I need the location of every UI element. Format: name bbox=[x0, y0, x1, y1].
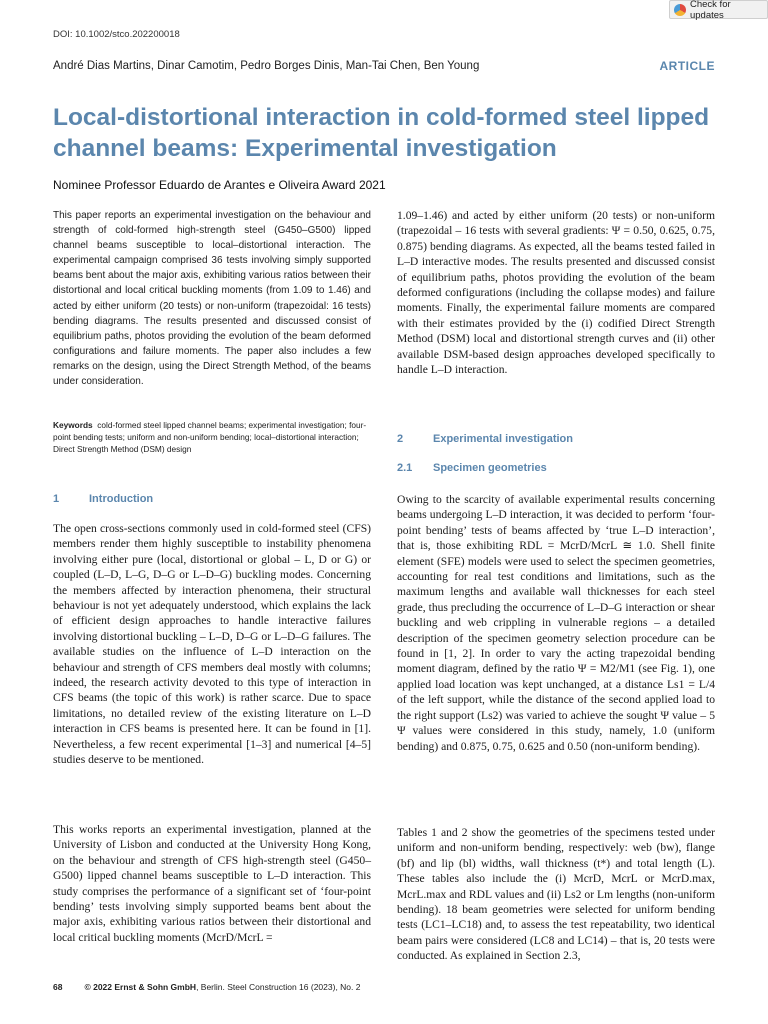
intro-paragraph-1: The open cross-sections commonly used in cold-formed steel (CFS) members render them highly susceptible to instability phenomena involving either pure (local, distortional or global – L, D or G) or coupled (L–D, L–G, D–G or L–D–G) buckling modes. Concerning the members affected by interaction phenomena, their structural behaviour is not yet adequately understood, which explains the lack of efficient design approaches to handle interactive failures involving distortional buckling – L–D, D–G or L–D–G failures. The available studies on the influence of L–D interaction on the behaviour and strength of CFS members deal mostly with columns; indeed, the research activity devoted to this type of interaction in CFS beams (the topic of this work) is rather scarce. Due to space limitations, no detailed review of the existing literature on L–D interaction in CFS beams is presented here. It can be found in [1]. Nevertheless, a few recent experimental [1–3] and numerical [4–5] studies deserve to be mentioned. bbox=[53, 522, 371, 767]
section-number: 1 bbox=[53, 493, 60, 505]
article-title: Local-distortional interaction in cold-formed steel lipped channel beams: Experimental investigation bbox=[53, 104, 710, 162]
journal-info: , Berlin. Steel Construction 16 (2023), No. 2 bbox=[196, 982, 361, 992]
section-heading-experimental bbox=[397, 433, 573, 445]
page-footer bbox=[53, 982, 360, 992]
section-title: Experimental investigation bbox=[433, 433, 573, 445]
section-heading-introduction bbox=[53, 493, 153, 505]
check-for-updates-label: Check for updates bbox=[689, 0, 731, 21]
intro-paragraph-2: This works reports an experimental investigation, planned at the University of Lisbon and conducted at the University Hong Kong, on the behaviour and strength of CFS high-strength steel (G450–G500) lipped channel beams susceptible to L–D interaction. This study comprises the performance of a significant set of ‘four-point bending’ tests involving simply supported beams bent about the major axis, exhibiting various ratios between their distortional and local critical buckling moments (McrD/McrL = bbox=[53, 823, 371, 944]
page-number: 68 bbox=[53, 982, 63, 992]
abstract: This paper reports an experimental investigation on the behaviour and strength of cold-formed high-strength steel (G450–G500) lipped channel beams susceptible to local–distortional interaction. The experimental campaign comprised 36 tests involving simply supported beams bent about the major axis, exhibiting various ratios between their distortional and local critical buckling moments (from 1.09 to 1.46) and acted by either uniform (20 tests) or non-uniform (trapezoidal: 16 tests) bending diagrams. The results presented and discussed consist of equilibrium paths, photos providing the evolution of the beam deformed configurations and failure moments. The paper also includes a few remarks on the design, using the Direct Strength Method, of the beams under consideration. bbox=[53, 210, 371, 388]
keywords-label: Keywords bbox=[53, 420, 93, 430]
check-for-updates-button[interactable] bbox=[669, 0, 768, 19]
specimen-paragraph-1: Owing to the scarcity of available experimental results concerning beams undergoing L–D interaction, it was decided to perform ‘four-point bending’ tests of beams affected by ‘true L–D interaction’, that is, those exhibiting RDL = McrD/McrL ≅ 1.0. Shell finite element (SFE) models were used to select the specimen geometries, accounting for real test conditions and limitations, such as the maximum lengths and available wall thicknesses for each steel grade, thus precluding the occurrence of L–D–G interaction or shear buckling and web crippling in vulnerable regions – a detailed description of the specimen geometry selection procedure can be found in [1, 2]. In order to vary the acting trapezoidal bending moment diagram, defined by the ratio Ψ = M2/M1 (see Fig. 1), one applied load location was kept unchanged, at a distance Ls1 = L/4 of the left support, while the distance of the second applied load to the right support (Ls2) was varied to achieve the sought Ψ value – 5 Ψ values were considered in this study, namely, 1.0 (uniform bending) and 0.875, 0.75, 0.625 and 0.50 (non-uniform bending). bbox=[397, 493, 715, 753]
article-type-label: ARTICLE bbox=[659, 59, 715, 73]
specimen-paragraph-2: Tables 1 and 2 show the geometries of the specimens tested under uniform and non-uniform bending, respectively: web (bw), flange (bf) and lip (bl) widths, wall thickness (t*) and total length (L). These tables also include the (i) McrD, McrL or McrD.max, McrL.max and RDL values and (ii) Ls2 or Lm lengths (non-uniform bending). 18 beam geometries were selected for uniform bending tests (LC1–LC18) and, to assess the test repeatability, two identical beam pairs were considered (LC8 and LC14) – that is, 20 tests were conducted. As explained in Section 2.3, bbox=[397, 826, 715, 963]
keywords-text: cold-formed steel lipped channel beams; experimental investigation; four-point bending tests; uniform and non-uniform bending; local–distortional interaction; Direct Strength Method (DSM) design bbox=[53, 420, 367, 454]
section-title: Introduction bbox=[89, 493, 154, 505]
summary-paragraph: 1.09–1.46) and acted by either uniform (20 tests) or non-uniform (trapezoidal – 16 tests with several gradients: Ψ = 0.50, 0.625, 0.75, 0.875) bending diagrams. As expected, all the beams tested failed in L–D interactive modes. The results presented and discussed consist of equilibrium paths, photos providing the evolution of the beam deformed configurations (including the collapse modes) and failure moments. Finally, the experimental failure moments are compared with their estimates provided by the (i) codified Direct Strength Method (DSM) local and distortional strength curves and (ii) other available DSM-based design approaches developed specifically to handle L–D interaction. bbox=[397, 209, 715, 377]
subsection-number: 2.1 bbox=[397, 462, 413, 474]
keywords-block bbox=[53, 419, 371, 455]
award-note: Nominee Professor Eduardo de Arantes e Oliveira Award 2021 bbox=[53, 178, 386, 192]
doi-line: DOI: 10.1002/stco.202200018 bbox=[53, 29, 180, 40]
copyright: © 2022 Ernst & Sohn GmbH bbox=[84, 982, 197, 992]
crossmark-icon bbox=[674, 4, 686, 16]
subsection-heading-specimen bbox=[397, 462, 547, 474]
subsection-title: Specimen geometries bbox=[433, 462, 547, 474]
section-number: 2 bbox=[397, 433, 404, 445]
author-list: André Dias Martins, Dinar Camotim, Pedro Borges Dinis, Man-Tai Chen, Ben Young bbox=[53, 60, 480, 72]
